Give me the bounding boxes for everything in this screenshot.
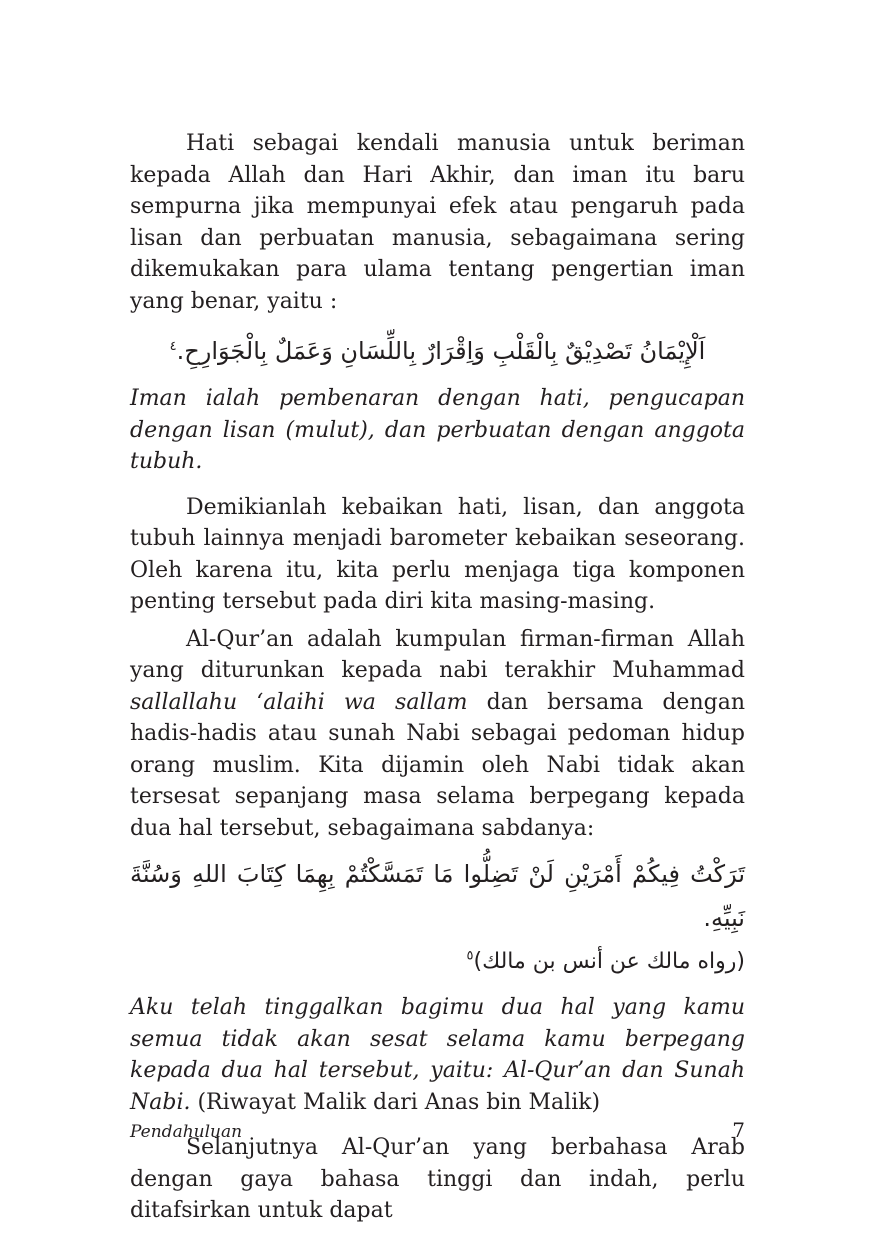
footnote-marker-4: ٤: [169, 339, 177, 354]
paragraph-hati: Hati sebagai kendali manusia untuk beriman kepada Allah dan Hari Akhir, dan iman itu baru sempurna jika mempunyai efek atau pengaruh pada lisan dan perbuatan manusia, sebagaimana sering dikemukakan para ulama tentang pengertian iman yang benar, yaitu :: [130, 131, 745, 314]
footnote-marker-5: ٥: [466, 948, 474, 964]
paragraph-alquran: [130, 624, 745, 845]
arabic-reference-text: (رواه مالك عن أنس بن مالك): [473, 949, 745, 974]
paragraph-demikianlah: Demikianlah kebaikan hati, lisan, dan anggota tubuh lainnya menjadi barometer kebaikan seseorang. Oleh karena itu, kita perlu menjaga tiga komponen penting tersebut pada diri kita masing-masing.: [130, 494, 745, 614]
arabic-hadith-reference: [130, 940, 745, 984]
page-number: 7: [732, 1118, 745, 1142]
salawat-italic: sallallahu ‘alaihi wa sallam: [130, 689, 468, 715]
translation-iman: [130, 383, 745, 478]
translation-iman-part2: ), dan perbuatan dengan anggota tubuh.: [130, 417, 746, 474]
arabic-quote-iman: [130, 327, 745, 375]
translation-iman-mulut: mulut: [294, 417, 360, 443]
arabic-hadith: تَرَكْتُ فِيكُمْ أَمْرَيْنِ لَنْ تَضِلُّوا مَا تَمَسَّكْتُمْ بِهِمَا كِتَابَ اللهِ وَسُنَّةَ نَبِيِّهِ.: [130, 860, 745, 932]
footer-section-title: Pendahuluan: [130, 1122, 243, 1142]
translation-iman-part1: Iman ialah pembenaran dengan hati, pengucapan dengan lisan (: [130, 386, 745, 443]
page-body: [130, 128, 745, 1227]
translation-hadith-source: (Riwayat Malik dari Anas bin Malik): [190, 1089, 601, 1115]
paragraph-selanjutnya: Selanjutnya Al-Qur’an yang berbahasa Arab dengan gaya bahasa tinggi dan indah, perlu ditafsirkan untuk dapat: [130, 1135, 745, 1223]
alquran-text-b: dan bersama dengan hadis-hadis atau sunah Nabi sebagai pedoman hidup orang muslim. Kita dijamin oleh Nabi tidak akan tersesat sepanjang masa selama berpegang kepada dua hal tersebut, sebagaimana sabdanya:: [130, 689, 745, 841]
alquran-text-a: Al-Qur’an adalah kumpulan firman-firman Allah yang diturunkan kepada nabi terakhir Muhammad: [130, 626, 745, 683]
arabic-text-iman: اَلْإِيْمَانُ تَصْدِيْقٌ بِالْقَلْبِ وَاِقْرَارٌ بِاللِّسَانِ وَعَمَلٌ بِالْجَوَارِحِ.: [176, 337, 706, 365]
translation-hadith: [130, 992, 745, 1118]
translation-hadith-italic: Aku telah tinggalkan bagimu dua hal yang kamu semua tidak akan sesat selama kamu berpegang kepada dua hal tersebut, yaitu: Al-Qur’an dan Sunah Nabi.: [130, 995, 745, 1115]
